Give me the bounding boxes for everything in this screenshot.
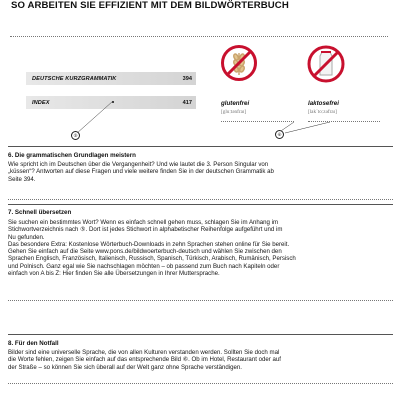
picture-label-lactose: laktosefrei bbox=[308, 100, 339, 107]
marker-six: ⑥ bbox=[275, 130, 284, 139]
section-body-7 bbox=[8, 219, 394, 277]
text-line: Stichwortverzeichnis nach ⑤. Dort ist jedes Stichwort in alphabetischer Reihenfolge aufgeführt und im bbox=[8, 226, 283, 234]
lactose-free-icon bbox=[306, 44, 346, 84]
marker-five: ⑤ bbox=[71, 131, 80, 140]
text-line: Seite 394. bbox=[8, 175, 36, 183]
text-line: die Worte fehlen, zeigen Sie einfach auf das entsprechende Bild ⑥. Ob im Hotel, Restaurant oder auf bbox=[8, 356, 281, 364]
text-line: Sie suchen ein bestimmtes Wort? Wenn es einfach schnell gehen muss, schlagen Sie im Anhang im bbox=[8, 219, 279, 226]
section-heading-6: 6. Die grammatischen Grundlagen meistern bbox=[8, 152, 136, 159]
section-heading-8: 8. Für den Notfall bbox=[8, 340, 59, 347]
divider bbox=[8, 300, 393, 301]
gluten-free-icon bbox=[220, 44, 258, 82]
index-bar-page: 394 bbox=[182, 76, 192, 82]
index-bar-label: DEUTSCHE KURZGRAMMATIK bbox=[32, 76, 117, 82]
page-title: SO ARBEITEN SIE EFFIZIENT MIT DEM BILDWÖRTERBUCH bbox=[11, 0, 289, 11]
picture-underline bbox=[308, 121, 380, 122]
divider bbox=[8, 199, 393, 200]
divider bbox=[8, 383, 393, 384]
text-line: einfach von A bis Z: Hier finden Sie alle Übersetzungen in Ihrer Muttersprache. bbox=[8, 270, 220, 278]
text-line: Nu gefunden. bbox=[8, 233, 45, 241]
text-line: Wie spricht ich im Deutschen über die Vergangenheit? Und wie lautet die 3. Person Singular von bbox=[8, 161, 269, 168]
section-rule bbox=[8, 334, 393, 335]
text-line: Sprachen Englisch, Französisch, Italienisch, Russisch, Spanisch, Türkisch, Arabisch, Rumänisch, Persisch bbox=[8, 255, 296, 263]
text-line: der Straße – so können Sie sich überall auf der Welt ganz ohne Sprache verständigen. bbox=[8, 363, 242, 371]
picture-underline bbox=[221, 121, 294, 122]
section-body-8 bbox=[8, 349, 394, 371]
text-line: Bilder sind eine universelle Sprache, die von allen Kulturen verstanden werden. Sollten Sie doch mal bbox=[8, 349, 280, 356]
text-line: und Polnisch. Ganz egal wie Sie nachschlagen möchten – ob passend zum Buch nach Kapiteln oder bbox=[8, 262, 280, 270]
picture-label-gluten: glutenfrei bbox=[221, 100, 250, 107]
text-line: Das besondere Extra: Kostenlose Wörterbuch-Downloads in zehn Sprachen stehen online für Sie bereit. bbox=[8, 240, 290, 248]
index-bar-label: INDEX bbox=[32, 100, 50, 106]
section-rule bbox=[8, 146, 393, 147]
text-line: „küssen“? Antworten auf diese Fragen und viele weitere finden Sie in der deutschen Grammatik ab bbox=[8, 168, 274, 176]
index-bar-page: 417 bbox=[182, 100, 192, 106]
section-heading-7: 7. Schnell übersetzen bbox=[8, 209, 72, 216]
section-rule bbox=[8, 204, 393, 205]
section-body-6 bbox=[8, 161, 394, 183]
picture-phonetic-lactose: [lakˈtoːzəfraɪ] bbox=[308, 109, 337, 115]
text-line: Gehen Sie einfach auf die Seite www.pons.de/bildwoerterbuch-deutsch und wählen Sie zwischen den bbox=[8, 248, 282, 256]
picture-phonetic-gluten: [gluːtənfraɪ] bbox=[221, 109, 247, 115]
